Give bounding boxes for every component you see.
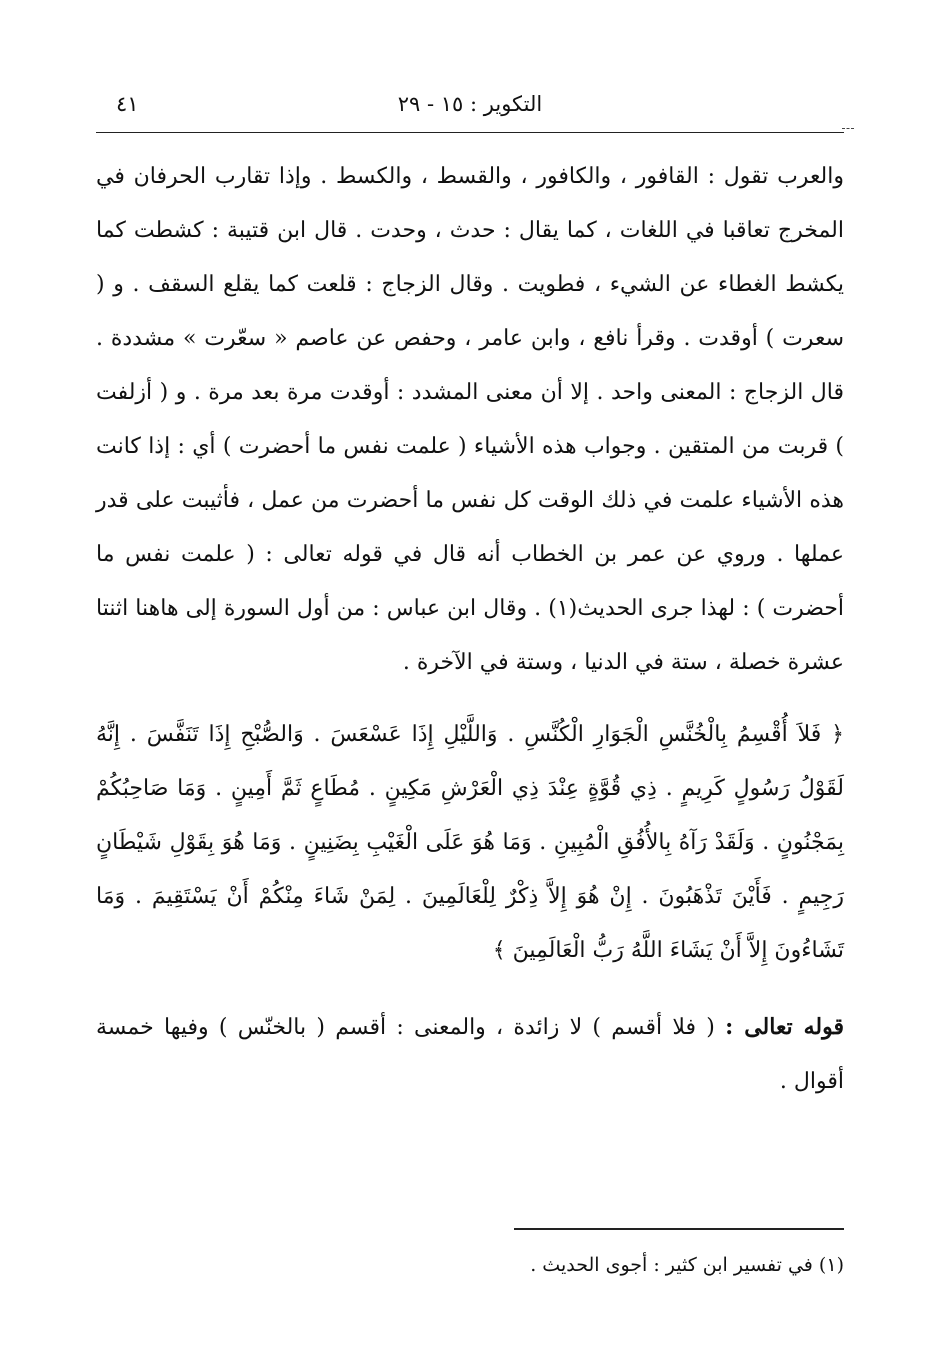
- quran-verses: ﴿ فَلاَ أُقْسِمُ بِالْخُنَّسِ الْجَوَارِ الْكُنَّسِ . وَاللَّيْلِ إِذَا عَسْعَسَ . وَالصُّبْحِ إِذَا تَنَفَّسَ . إِنَّهُ لَقَوْلُ رَسُولٍ كَرِيمٍ . ذِي قُوَّةٍ عِنْدَ ذِي الْعَرْشِ مَكِينٍ . مُطَاعٍ ثَمَّ أَمِينٍ . وَمَا صَاحِبُكُمْ بِمَجْنُونٍ . وَلَقَدْ رَآهُ بِالأُفُقِ الْمُبِينِ . وَمَا هُوَ عَلَى الْغَيْبِ بِضَنِينٍ . وَمَا هُوَ بِقَوْلِ شَيْطَانٍ رَجِيمٍ . فَأَيْنَ تَذْهَبُونَ . إِنْ هُوَ إِلاَّ ذِكْرٌ لِلْعَالَمِينَ . لِمَنْ شَاءَ مِنْكُمْ أَنْ يَسْتَقِيمَ . وَمَا تَشَاءُونَ إِلاَّ أَنْ يَشَاءَ اللَّهُ رَبُّ الْعَالَمِينَ ﴾: [96, 722, 844, 963]
- footnote-divider: [514, 1228, 844, 1230]
- running-title: التكوير : ١٥ - ٢٩: [397, 92, 543, 116]
- footnote: (١) في تفسير ابن كثير : أجوى الحديث .: [530, 1254, 844, 1276]
- footnote-area: [96, 1228, 844, 1276]
- header-dash-mark: [842, 128, 854, 129]
- header-divider: [96, 132, 844, 133]
- commentary-lead: قوله تعالى :: [725, 1014, 844, 1040]
- commentary-text: ( فلا أقسم ) لا زائدة ، والمعنى : أقسم ( بالخنّس ) وفيها خمسة أقوال .: [96, 1015, 844, 1094]
- page-number: ٤١: [116, 92, 139, 116]
- page-header: [96, 88, 844, 128]
- commentary-paragraph: والعرب تقول : القافور ، والكافور ، والقسط ، والكسط . وإذا تقارب الحرفان في المخرج تعاقبا في اللغات ، كما يقال : حدث ، وحدت . قال ابن قتيبة : كشطت كما يكشط الغطاء عن الشيء ، فطويت . وقال الزجاج : قلعت كما يقلع السقف . و ( سعرت ) أوقدت . وقرأ نافع ، وابن عامر ، وحفص عن عاصم « سعّرت » مشددة . قال الزجاج : المعنى واحد . إلا أن معنى المشدد : أوقدت مرة بعد مرة . و ( أزلفت ) قربت من المتقين . وجواب هذه الأشياء ( علمت نفس ما أحضرت ) أي : إذا كانت هذه الأشياء علمت في ذلك الوقت كل نفس ما أحضرت من عمل ، فأثيبت على قدر عملها . وروي عن عمر بن الخطاب أنه قال في قوله تعالى : ( علمت نفس ما أحضرت ) : لهذا جرى الحديث(١) . وقال ابن عباس : من أول السورة إلى هاهنا اثنتا عشرة خصلة ، ستة في الدنيا ، وستة في الآخرة .: [96, 164, 845, 675]
- page-body: [96, 150, 844, 1109]
- verse-commentary: [96, 1000, 844, 1109]
